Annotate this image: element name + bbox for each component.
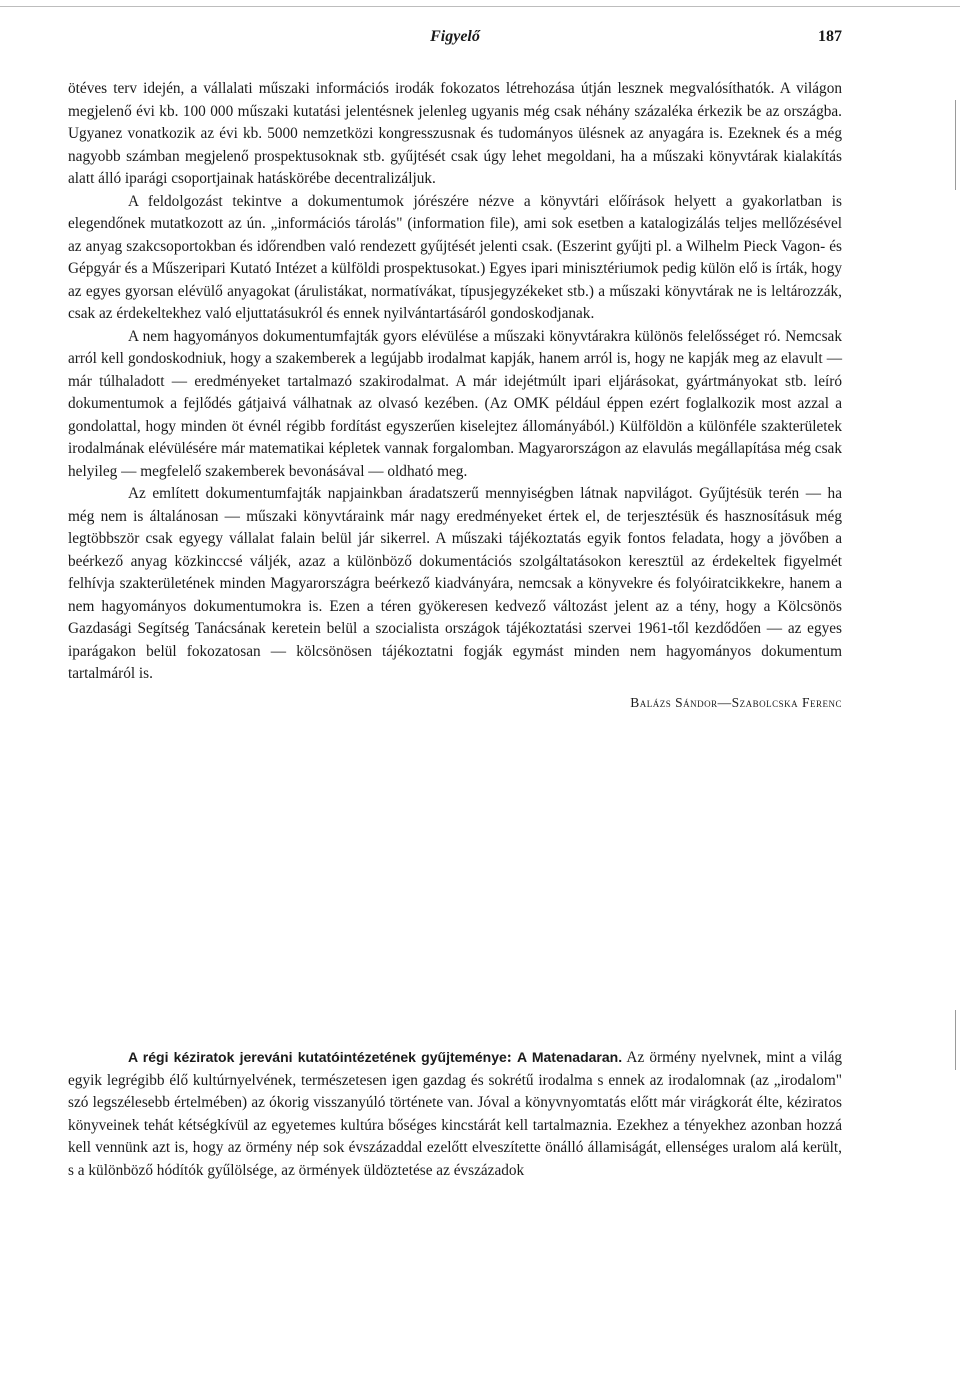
- title-separator: :: [506, 1049, 512, 1066]
- scan-edge-mark: [955, 1010, 956, 1070]
- paragraph: ötéves terv idején, a vállalati műszaki információs irodák fokozatos létrehozása útján lesznek megvalósíthatók. A világon megjelenő évi kb. 100 000 műszaki kutatási jelentésnek jelenleg ugyanis még csak néhány százaléka érkezik be az országba. Ugyanez vonatkozik az évi kb. 5000 nemzetközi kongresszusnak és tudományos ülésnek az anyagára is. Ezeknek és a még nagyobb számban megjelenő prospektusoknak stb. gyűjtését csak úgy lehet megoldani, ha a műszaki könyvtárak kialakítás alatt álló iparági csoportjainak hatáskörébe decentralizáljuk.: [68, 80, 842, 187]
- page-number: 187: [818, 28, 842, 45]
- article-lead-paragraph: [68, 1046, 842, 1182]
- paragraph: A feldolgozást tekintve a dokumentumok jórészére nézve a könyvtári előírások helyett a gyakorlatban is elegendőnek mutatkozott az ún. „információs tárolás" (information file), ami sok esetben a katalogizálás teljes mellőzésével az anyag szakcsoportokban és időrendben való rendezett gyűjtését jelenti csak. (Eszerint gyűjti pl. a Wilhelm Pieck Vagon- és Gépgyár és a Műszeripari Kutató Intézet a külföldi prospektusokat.) Egyes ipari minisztériumok pedig külön elő is írták, hogy az egyes gyorsan elévülő anyagokat (árulistákat, normatívákat, típusjegyzékeket stb.) a műszaki könyvtárak ne is leltározzák, csak az érdekeltekhez való eljuttatásukról és ennek nyilvántartásáról gondoskodjanak.: [68, 192, 842, 322]
- author-signature: Balázs Sándor—Szabolcska Ferenc: [630, 694, 842, 710]
- article-information-services: [68, 78, 842, 714]
- scan-edge-mark: [955, 100, 956, 190]
- article-subtitle: A Matenadaran.: [517, 1049, 623, 1065]
- paragraph: A nem hagyományos dokumentumfajták gyors elévülése a műszaki könyvtárakra különös felelősséget ró. Nemcsak arról kell gondoskodniuk, hogy a szakemberek a legújabb irodalmat kapják, hanem arról is, hogy ne kapják meg az elavult — már túlhaladott — eredményeket tartalmazó szakirodalmat. A már idejétmúlt ipari eljárásokat, gyártmányokat stb. leíró dokumentumok a fejlődés gátjaivá válhatnak az olvasó kezében. (Az OMK például éppen ezért foglalkozik most azzal a gondolattal, hogy minden öt évnél régibb fordítást egyszerűen kiselejtez állományából.) Külföldön a különféle szakterületek irodalmának elévülésére már matematikai képletek vannak forgalomban. Magyarországon az elavulás megállapítása még csak helyileg — megfelelő szakemberek bevonásával — oldható meg.: [68, 327, 842, 480]
- running-title: Figyelő: [430, 28, 480, 45]
- scan-edge-line: [0, 6, 960, 7]
- paragraph: Az említett dokumentumfajták napjainkban áradatszerű mennyiségben látnak napvilágot. Gyűjtésük terén — ha még nem is általánosan — műszaki könyvtáraink már nagy eredményeket értek el, de terjesztésük és hasznosításuk még legtöbbször csak egyegy vállalat falain belül jár sikerrel. A műszaki tájékoztatás egyik fontos feladata, hogy a jövőben a beérkező anyag közkinccsé váljék, azaz a különböző dokumentációs szolgáltatásokon keresztül az érdekeltek figyelmét felhívja szakterületének minden Magyarországra beérkező kiadványára, nemcsak a könyvekre és folyóiratcikkekre, hanem a nem hagyományos dokumentumokra is. Ezen a téren gyökeresen kedvező változást jelent az a tény, hogy a Kölcsönös Gazdasági Segítség Tanácsának keretein belül a szocialista országok tájékoztatási szervei 1961-től kezdődően — az egyes iparágakon belül fokozatosan — kölcsönösen tájékoztatni fogják egymást minden nem hagyományos dokumentum tartalmáról is.: [68, 485, 842, 682]
- page-header: [68, 28, 842, 52]
- article-matenadaran: [68, 1046, 842, 1182]
- article-body: Az örmény nyelvnek, mint a világ egyik legrégibb élő kultúrnyelvének, természetesen igen gazdag és sokrétű irodalma s ennek az irodalomnak (az „irodalom" szó legszélesebb értelmében) az ókorig visszanyúló története van. Jóval a könyvnyomtatás előtt már virágkorát élte, kéziratos könyveinek tehát kétségkívül az egyetemes kultúra bőséges kincstárát kell tartalmaznia. Ezekhez a tényekhez azonban hozzá kell vennünk azt is, hogy az örmény nép sok évszázaddal ezelőtt elveszítette önálló államiságát, ellenséges uralom alá került, s a különböző hódítók gyűlölsége, az örmények üldöztetése az évszázadok: [68, 1049, 843, 1179]
- article-title: A régi kéziratok jereváni kutatóintézetének gyűjteménye: [128, 1049, 507, 1065]
